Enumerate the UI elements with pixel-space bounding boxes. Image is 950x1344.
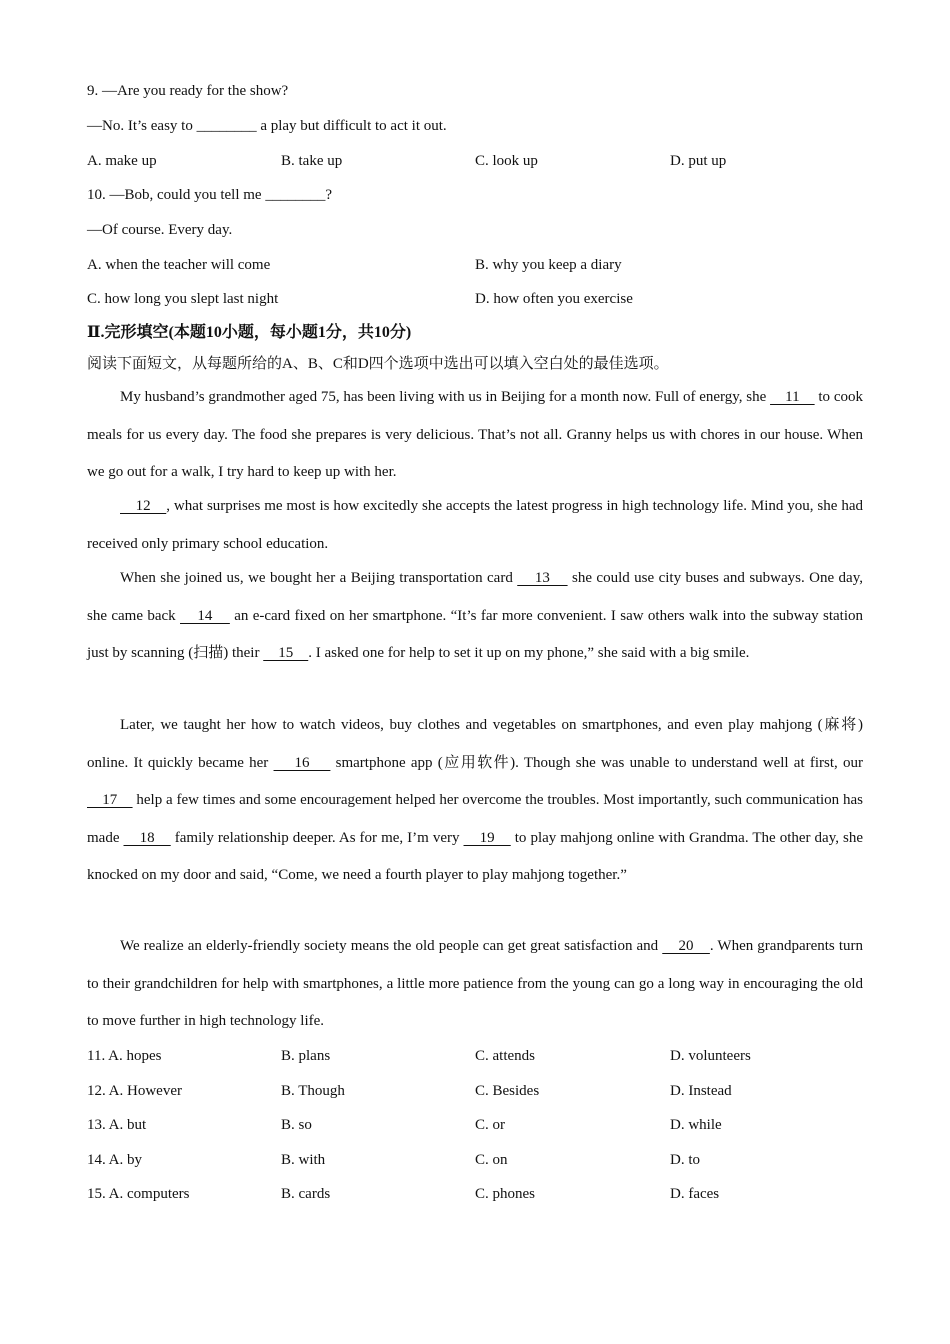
q9-option-b: B. take up	[281, 153, 343, 169]
passage-paragraph-4	[87, 707, 863, 895]
q11-option-d: D. volunteers	[670, 1048, 751, 1064]
q9-question: 9. —Are you ready for the show?	[87, 83, 289, 99]
q11-option-c: C. attends	[475, 1048, 535, 1064]
q12-option-a: 12. A. However	[87, 1083, 182, 1099]
q11-option-b: B. plans	[281, 1048, 331, 1064]
q14-option-a: 14. A. by	[87, 1152, 143, 1168]
q11-option-a: 11. A. hopes	[87, 1048, 162, 1064]
passage-text: Later, we taught her how to watch videos, buy clothes and vegetables on smartphones, and even play mahjong (麻将) online. It quickly became her	[87, 717, 863, 771]
q15-option-a: 15. A. computers	[87, 1186, 190, 1202]
blank-16: 16	[273, 754, 331, 771]
q9-option-a: A. make up	[87, 153, 157, 169]
passage-text: to play mahjong online with Grandma. The other day, she knocked on my door and said, “Come, we need a fourth player to play mahjong together.”	[87, 829, 863, 883]
passage-text: When she joined us, we bought her a Beijing transportation card	[120, 570, 518, 586]
q14-option-b: B. with	[281, 1152, 326, 1168]
section-instruction: 阅读下面短文，从每题所给的A、B、C和D四个选项中选出可以填入空白处的最佳选项。	[87, 356, 669, 372]
q13-option-c: C. or	[475, 1117, 505, 1133]
passage-paragraph-2	[87, 488, 863, 563]
q15-option-c: C. phones	[475, 1186, 535, 1202]
passage-text: My husband’s grandmother aged 75, has been living with us in Beijing for a month now. Full of energy, she	[120, 389, 771, 405]
passage-text: . I asked one for help to set it up on my phone,” she said with a big smile.	[308, 645, 750, 661]
passage-text: smartphone app (应用软件). Though she was unable to understand well at first, our	[330, 754, 863, 771]
passage-paragraph-3	[87, 560, 863, 673]
q13-option-b: B. so	[281, 1117, 312, 1133]
passage-text: help a few times and some encouragement helped her overcome the troubles. Most importantly, such communication has made	[87, 792, 863, 846]
passage-paragraph-1	[87, 379, 863, 492]
blank-12: 12	[120, 498, 167, 514]
q9-option-c: C. look up	[475, 153, 538, 169]
q9-answer: —No. It’s easy to ________ a play but difficult to act it out.	[87, 118, 447, 134]
blank-13: 13	[517, 570, 568, 586]
passage-text: she could use city buses and subways. One day, she came back	[87, 570, 863, 624]
blank-17: 17	[87, 792, 133, 808]
q12-option-b: B. Though	[281, 1083, 345, 1099]
q10-option-b: B. why you keep a diary	[475, 257, 622, 273]
q13-option-a: 13. A. but	[87, 1117, 147, 1133]
passage-text: family relationship deeper. As for me, I’m very	[170, 829, 464, 846]
q13-option-d: D. while	[670, 1117, 722, 1133]
blank-11: 11	[770, 389, 815, 405]
passage-paragraph-5	[87, 928, 863, 1041]
q10-option-d: D. how often you exercise	[475, 291, 633, 307]
passage-text: an e-card fixed on her smartphone. “It’s far more convenient. I saw others walk into the subway station just by scanning (扫描) their	[87, 607, 863, 661]
passage-text: We realize an elderly-friendly society means the old people can get great satisfaction and	[120, 938, 663, 954]
q10-answer: —Of course. Every day.	[87, 222, 233, 238]
q10-option-a: A. when the teacher will come	[87, 257, 271, 273]
q10-option-c: C. how long you slept last night	[87, 291, 279, 307]
q14-option-d: D. to	[670, 1152, 700, 1168]
blank-20: 20	[662, 938, 710, 954]
q15-option-b: B. cards	[281, 1186, 331, 1202]
q10-question: 10. —Bob, could you tell me ________?	[87, 187, 332, 203]
q9-option-d: D. put up	[670, 153, 727, 169]
blank-14: 14	[180, 607, 230, 624]
section-title: Ⅱ.完形填空(本题10小题，每小题1分，共10分)	[87, 324, 412, 341]
blank-19: 19	[463, 829, 511, 846]
passage-text: . When grandparents turn to their grandchildren for help with smartphones, a little more patience from the young can go a long way in encouraging the old to move further in high technology life.	[87, 938, 864, 1029]
q12-option-c: C. Besides	[475, 1083, 540, 1099]
q14-option-c: C. on	[475, 1152, 508, 1168]
passage-text: , what surprises me most is how excitedly she accepts the latest progress in high technology life. Mind you, she had received only primary school education.	[87, 498, 863, 552]
q15-option-d: D. faces	[670, 1186, 720, 1202]
passage-text: to cook meals for us every day. The food she prepares is very delicious. That’s not all. Granny helps us with chores in our house. When we go out for a walk, I try hard to keep up with her.	[87, 389, 863, 480]
blank-15: 15	[263, 645, 309, 661]
q12-option-d: D. Instead	[670, 1083, 732, 1099]
blank-18: 18	[123, 829, 171, 846]
